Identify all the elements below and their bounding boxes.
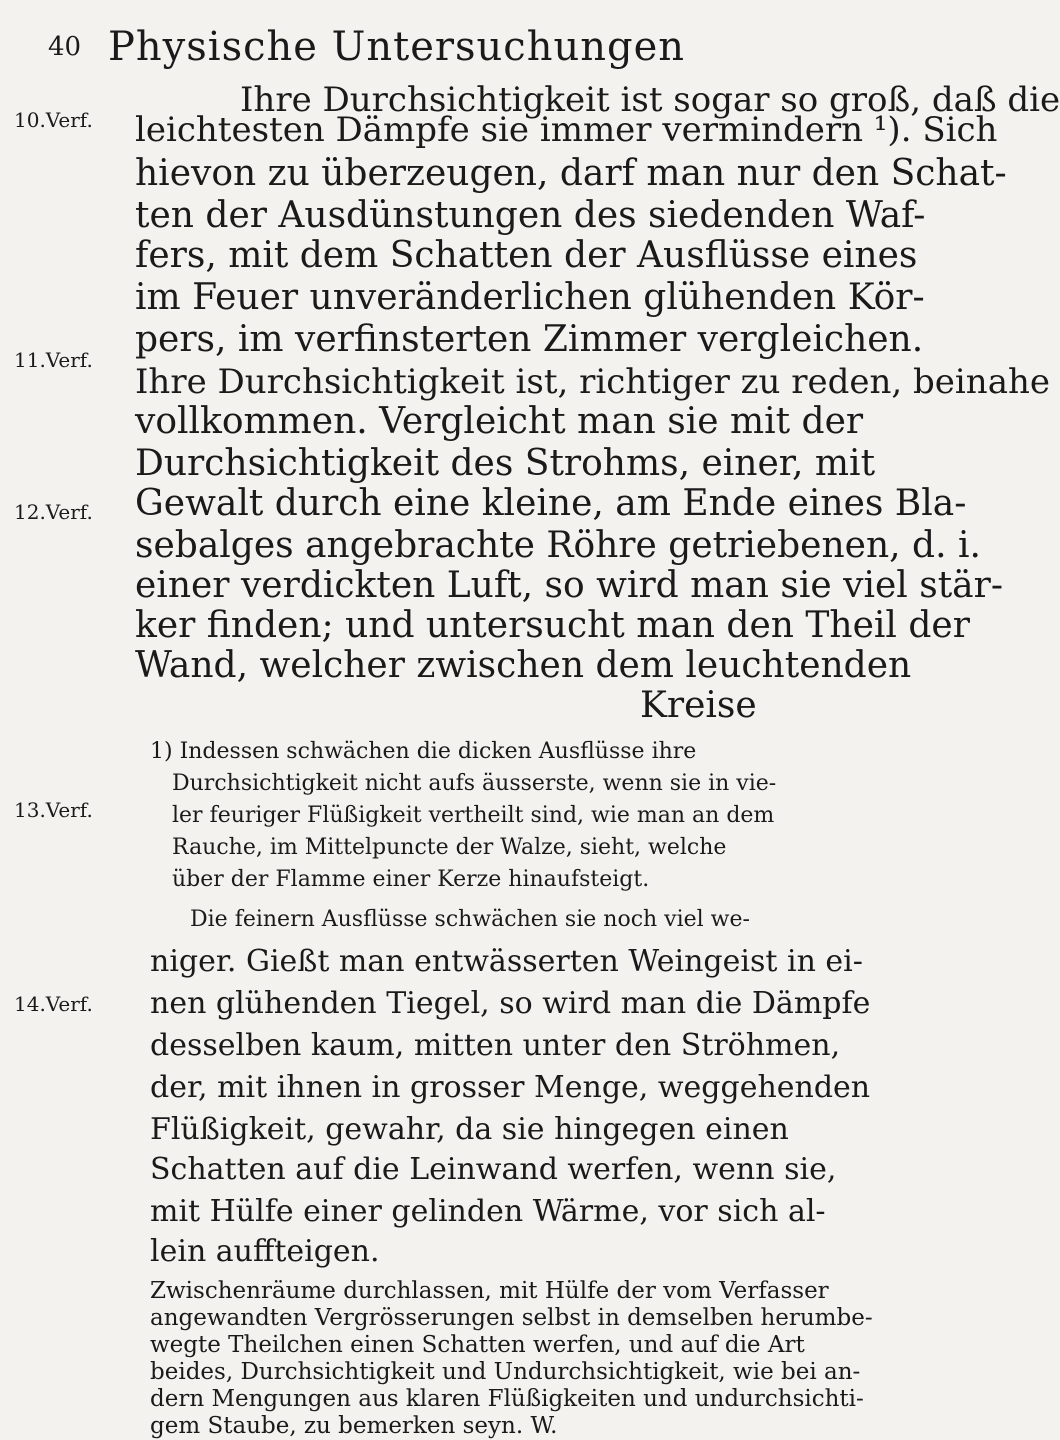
footnote-line: der, mit ihnen in grosser Menge, weggehenden [150,1070,871,1105]
text-line: Wand, welcher zwischen dem leuchtenden [135,645,912,686]
text-line: vollkommen. Vergleicht man sie mit der [135,401,864,442]
footnote-line: Flüßigkeit, gewahr, da sie hingegen einen [150,1112,789,1147]
text-line: im Feuer unveränderlichen glühenden Kör- [135,277,925,318]
text-line: pers, im verfinsterten Zimmer vergleichen. [135,319,924,360]
page-header [48,22,760,72]
gloss-line: angewandten Vergrösserungen selbst in demselben herumbe- [150,1305,873,1331]
text-line: Ihre Durchsichtigkeit ist sogar so groß, daß die [240,80,1060,120]
text-line: hievon zu überzeugen, darf man nur den Schat- [135,153,1007,194]
gloss-line: beides, Durchsichtigkeit und Undurchsichtigkeit, wie bei an- [150,1359,861,1385]
footnote-line: mit Hülfe einer gelinden Wärme, vor sich al- [150,1194,826,1229]
footnote-line: Durchsichtigkeit nicht aufs äusserste, wenn sie in vie- [172,771,777,796]
page-number: 40 [48,32,82,62]
text-line: ten der Ausdünstungen des siedenden Waf- [135,195,926,236]
text-line: ker finden; und untersucht man den Theil der [135,605,970,646]
margin-note: 13.Verf. [14,798,93,822]
margin-note: 12.Verf. [14,500,93,524]
text-line: sebalges angebrachte Röhre getriebenen, d. i. [135,525,981,566]
gloss-line: Zwischenräume durchlassen, mit Hülfe der vom Verfasser [150,1278,829,1304]
footnote-line: über der Flamme einer Kerze hinaufsteigt. [172,867,650,892]
footnote-line: Die feinern Ausflüsse schwächen sie noch viel we- [190,907,750,932]
footnote-line: 1) Indessen schwächen die dicken Ausflüsse ihre [150,739,697,764]
footnote-line: nen glühenden Tiegel, so wird man die Dämpfe [150,986,871,1021]
text-line: Durchsichtigkeit des Strohms, einer, mit [135,443,876,484]
footnote-line: desselben kaum, mitten unter den Ströhmen, [150,1028,841,1063]
text-line: Ihre Durchsichtigkeit ist, richtiger zu reden, beinahe [135,362,1050,402]
footnote-line: Schatten auf die Leinwand werfen, wenn sie, [150,1152,837,1187]
gloss-line: dern Mengungen aus klaren Flüßigkeiten und undurchsichti- [150,1386,864,1412]
text-line: einer verdickten Luft, so wird man sie viel stär- [135,565,1003,606]
text-line: fers, mit dem Schatten der Ausflüsse eines [135,235,918,276]
margin-note: 14.Verf. [14,992,93,1016]
margin-note: 11.Verf. [14,348,93,372]
catchword: Kreise [640,685,757,726]
gloss-line: gem Staube, zu bemerken seyn. W. [150,1413,558,1439]
margin-note: 10.Verf. [14,108,93,132]
footnote-line: niger. Gießt man entwässerten Weingeist in ei- [150,944,863,979]
text-line: leichtesten Dämpfe sie immer vermindern ¹). Sich [135,110,998,150]
text-line: Gewalt durch eine kleine, am Ende eines Bla- [135,483,967,524]
footnote-line: lein auffteigen. [150,1234,380,1269]
gloss-line: wegte Theilchen einen Schatten werfen, und auf die Art [150,1332,805,1358]
footnote-line: Rauche, im Mittelpuncte der Walze, sieht, welche [172,835,727,860]
footnote-line: ler feuriger Flüßigkeit vertheilt sind, wie man an dem [172,803,775,828]
running-title: Physische Untersuchungen [108,24,686,70]
